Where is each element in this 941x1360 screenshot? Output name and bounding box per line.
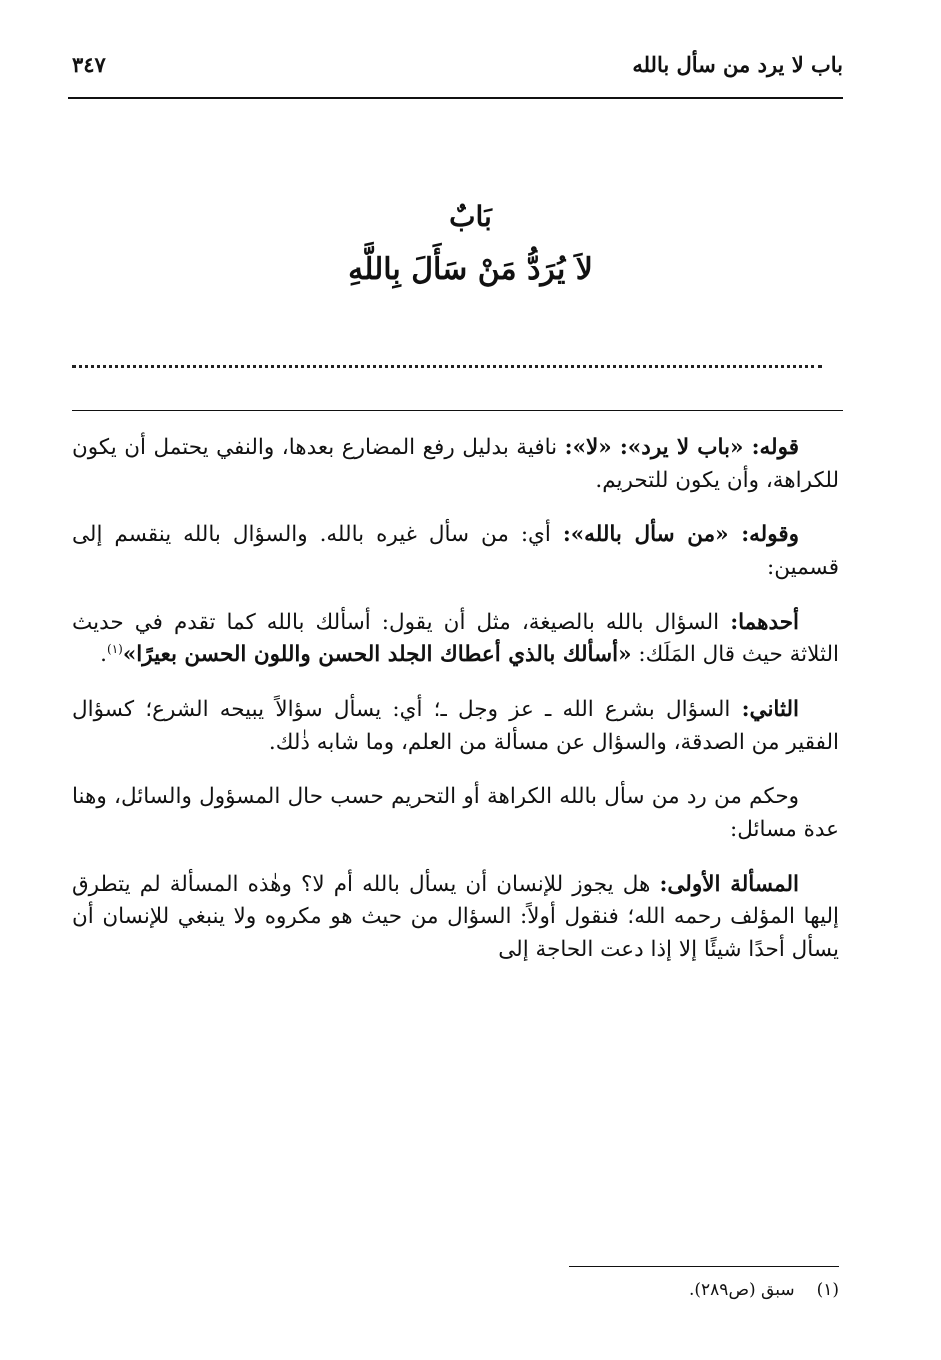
paragraph-4 — [72, 694, 839, 759]
footnote — [689, 1280, 839, 1300]
paragraph-2 — [72, 519, 839, 584]
footnote-rule — [569, 1266, 839, 1267]
running-title: باب لا يرد من سأل بالله — [632, 52, 843, 77]
paragraph-text: وحكم من رد من سأل بالله الكراهة أو التحريم حسب حال المسؤول والسائل، وهنا عدة مسائل: — [72, 784, 839, 843]
running-header — [68, 52, 843, 92]
chapter-title: لاَ يُرَدُّ مَنْ سَأَلَ بِاللَّهِ — [348, 252, 593, 287]
paragraph-text: هل يجوز للإنسان أن يسأل بالله أم لا؟ وهٰذه المسألة لم يتطرق إليها المؤلف رحمه الله؛ فنقول أولاً: السؤال من حيث هو مكروه ولا ينبغي للإنسان أن يسأل أحدًا شيئًا إلا إذا دعت الحاجة إلى — [72, 871, 839, 963]
paragraph-6 — [72, 869, 839, 967]
section-rule — [72, 410, 843, 411]
paragraph-3 — [72, 607, 839, 672]
paragraph-1 — [72, 432, 839, 497]
paragraph-5 — [72, 781, 839, 846]
paragraph-text: نافية بدليل رفع المضارع بعدها، والنفي يحتمل أن يكون للكراهة، وأن يكون للتحريم. — [72, 435, 839, 493]
header-rule — [68, 97, 843, 99]
hadith-quote: «أسألك بالذي أعطاك الجلد الحسن واللون الحسن بعيرًا» — [122, 642, 632, 668]
page-number: ٣٤٧ — [72, 52, 106, 77]
paragraph-lead: وقوله: «من سأل بالله»: — [562, 522, 799, 548]
footnote-text: سبق (ص٢٨٩). — [688, 1280, 795, 1300]
paragraph-lead: المسألة الأولى: — [659, 871, 799, 897]
paragraph-text: أي: من سأل غيره بالله. والسؤال بالله ينقسم إلى قسمين: — [72, 522, 839, 581]
dotted-divider — [72, 365, 822, 368]
paragraph-lead: الثاني: — [741, 697, 799, 723]
paragraph-lead: أحدهما: — [730, 609, 799, 635]
footnote-ref: (١) — [107, 642, 123, 657]
commentary-body — [72, 432, 839, 989]
paragraph-text: السؤال بالله بالصيغة، مثل أن يقول: أسألك بالله كما تقدم في حديث الثلاثة حيث قال المَلَك: — [72, 609, 839, 668]
chapter-word: بَابٌ — [449, 200, 492, 233]
paragraph-tail: . — [100, 642, 107, 668]
paragraph-lead: قوله: «باب لا يرد»: «لا»: — [564, 435, 799, 460]
paragraph-text: السؤال بشرع الله ـ عز وجل ـ؛ أي: يسأل سؤالاً يبيحه الشرع؛ كسؤال الفقير من الصدقة، والسؤال عن مسألة من العلم، وما شابه ذٰلك. — [72, 697, 839, 755]
footnote-number: (١) — [816, 1280, 839, 1300]
